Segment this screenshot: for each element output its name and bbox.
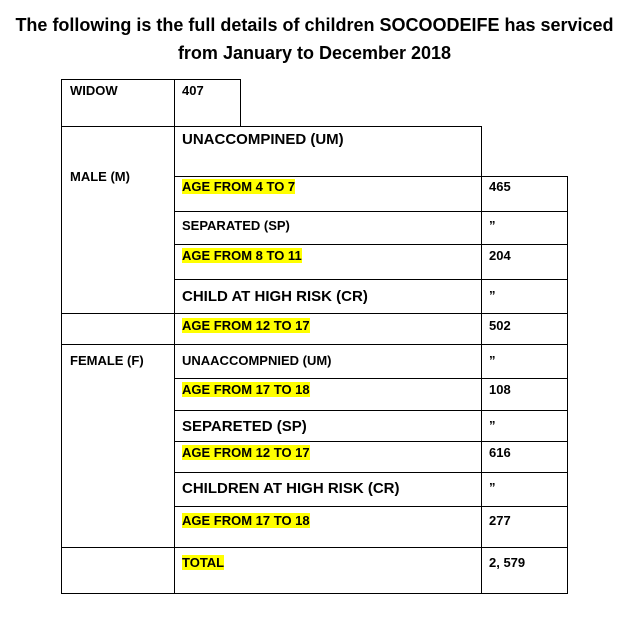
row-label: UNAACCOMPNIED (UM) [182,353,332,368]
total-label: TOTAL [182,555,225,570]
grid-line [481,126,482,593]
grid-line [174,506,568,507]
row-value: ” [489,418,496,433]
row-value: ” [489,480,496,495]
row-value: 616 [489,445,511,460]
row-value: 108 [489,382,511,397]
row-label: SEPARETED (SP) [182,418,307,435]
row-value: ” [489,353,496,368]
grid-line [61,344,568,345]
grid-line [567,176,568,593]
row-value: ” [489,288,496,303]
row-label: AGE FROM 4 TO 7 [182,179,296,194]
row-value: 465 [489,179,511,194]
grid-line [61,79,241,80]
grid-line [174,176,568,177]
row-label: SEPARATED (SP) [182,218,290,233]
grid-line [61,547,568,548]
row-label: AGE FROM 12 TO 17 [182,318,310,333]
row-label: AGE FROM 17 TO 18 [182,513,310,528]
row-value: ” [489,218,496,233]
grid-line [61,79,62,594]
total-value: 2, 579 [489,555,526,570]
grid-line [174,378,568,379]
grid-line [61,126,482,127]
widow-label: WIDOW [70,83,118,98]
row-label: CHILD AT HIGH RISK (CR) [182,288,368,305]
row-label: CHILDREN AT HIGH RISK (CR) [182,480,400,497]
row-label: AGE FROM 17 TO 18 [182,382,310,397]
row-label: UNACCOMPINED (UM) [182,131,344,148]
grid-line [174,244,568,245]
row-label: AGE FROM 12 TO 17 [182,445,310,460]
row-value: 204 [489,248,511,263]
row-label: AGE FROM 8 TO 11 [182,248,302,263]
grid-line [174,441,568,442]
grid-line [174,410,568,411]
male-label: MALE (M) [70,169,130,184]
grid-line [61,593,568,594]
grid-line [174,279,568,280]
row-value: 502 [489,318,511,333]
page-subtitle: from January to December 2018 [177,43,452,63]
grid-line [174,211,568,212]
grid-line [174,79,175,594]
page-title: The following is the full details of children SOCOODEIFE has serviced [15,15,614,35]
row-value: 277 [489,513,511,528]
grid-line [174,472,568,473]
female-label: FEMALE (F) [70,353,144,368]
grid-line [61,313,568,314]
grid-line [240,79,241,126]
widow-value: 407 [182,83,204,98]
